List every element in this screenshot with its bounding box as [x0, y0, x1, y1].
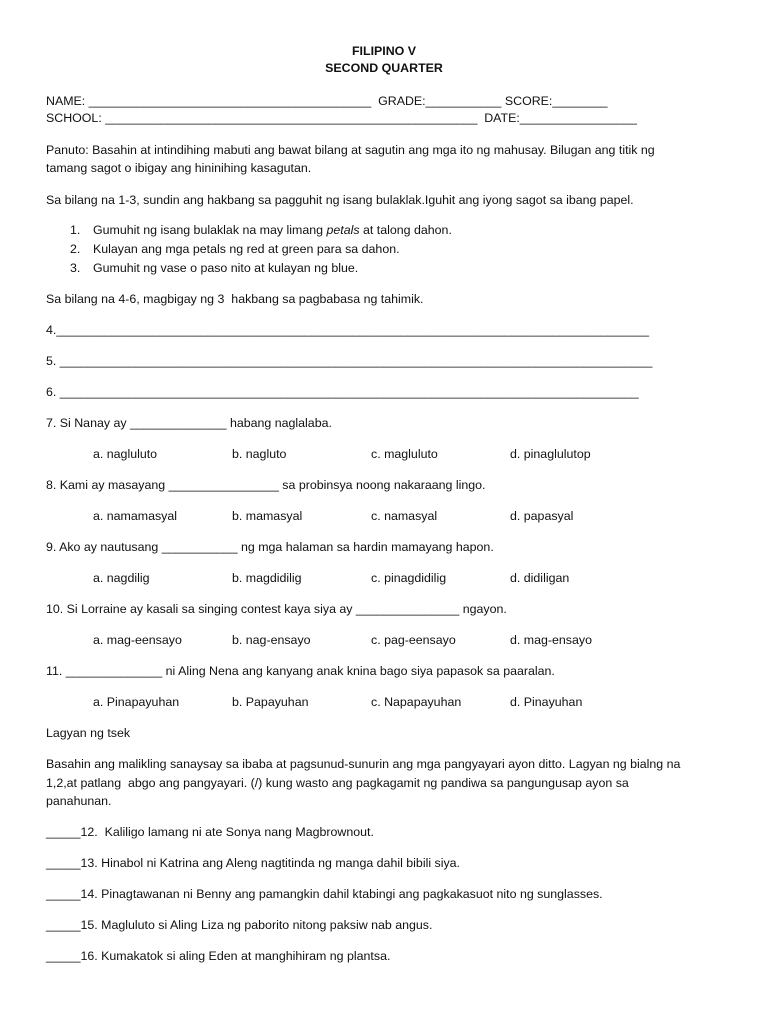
tsek-instructions-line-1: Basahin ang malikling sanaysay sa ibaba at pagsunud-sunurin ang mga pangyayari ayon ditto. Lagyan ng bialng na	[46, 757, 681, 771]
tsek-instructions-line-3: panahunan.	[46, 794, 112, 808]
option-a[interactable]: a. nagluluto	[93, 447, 158, 461]
page-subtitle: SECOND QUARTER	[325, 61, 443, 75]
option-d[interactable]: d. didiligan	[510, 571, 570, 585]
school-date-line: SCHOOL: ______________________________________________________ DATE:_________________	[46, 111, 637, 125]
answer-blank-5[interactable]: 5. ______________________________________________________________________________________	[46, 354, 653, 368]
question-7: 7. Si Nanay ay ______________ habang naglalaba.	[46, 416, 332, 430]
step-number: 2.	[70, 242, 81, 256]
tsek-heading: Lagyan ng tsek	[46, 726, 131, 740]
answer-blank-6[interactable]: 6. ____________________________________________________________________________________	[46, 385, 639, 399]
tsek-item-14[interactable]: _____14. Pinagtawanan ni Benny ang pamangkin dahil ktabingi ang pagkakasuot nito ng sunglasses.	[46, 887, 603, 901]
tsek-item-15[interactable]: _____15. Magluluto si Aling Liza ng paborito nitong paksiw nab angus.	[46, 918, 433, 932]
option-b[interactable]: b. magdidilig	[232, 571, 302, 585]
tsek-instructions-line-2: 1,2,at patlang abgo ang pangyayari. (/) kung wasto ang pagkagamit ng pandiwa sa pangungusap ayon sa	[46, 776, 629, 790]
option-d[interactable]: d. pinaglulutop	[510, 447, 591, 461]
question-9: 9. Ako ay nautusang ___________ ng mga halaman sa hardin mamayang hapon.	[46, 540, 494, 554]
option-b[interactable]: b. mamasyal	[232, 509, 303, 523]
tsek-item-16[interactable]: _____16. Kumakatok si aling Eden at manghihiram ng plantsa.	[46, 949, 391, 963]
option-a[interactable]: a. namamasyal	[93, 509, 178, 523]
step-number: 3.	[70, 261, 81, 275]
panuto-line-1: Panuto: Basahin at intindihing mabuti ang bawat bilang at sagutin ang mga ito ng mahusay. Bilugan ang titik ng	[46, 143, 655, 157]
option-c[interactable]: c. magluluto	[371, 447, 438, 461]
option-a[interactable]: a. Pinapayuhan	[93, 695, 180, 709]
step-number: 1.	[70, 223, 81, 237]
question-10: 10. Si Lorraine ay kasali sa singing contest kaya siya ay _______________ ngayon.	[46, 602, 507, 616]
option-b[interactable]: b. Papayuhan	[232, 695, 309, 709]
option-a[interactable]: a. mag-eensayo	[93, 633, 182, 647]
option-b[interactable]: b. nag-ensayo	[232, 633, 311, 647]
tsek-item-12[interactable]: _____12. Kaliligo lamang ni ate Sonya nang Magbrownout.	[46, 825, 374, 839]
option-c[interactable]: c. pag-eensayo	[371, 633, 456, 647]
page-title: FILIPINO V	[351, 44, 417, 58]
step-item: Gumuhit ng isang bulaklak na may limang petals at talong dahon.	[93, 223, 452, 237]
option-c[interactable]: c. namasyal	[371, 509, 438, 523]
question-8: 8. Kami ay masayang ________________ sa probinsya noong nakaraang lingo.	[46, 478, 486, 492]
option-a[interactable]: a. nagdilig	[93, 571, 150, 585]
option-b[interactable]: b. nagluto	[232, 447, 287, 461]
tsek-item-13[interactable]: _____13. Hinabol ni Katrina ang Aleng nagtitinda ng manga dahil bibili siya.	[46, 856, 461, 870]
question-11: 11. ______________ ni Aling Nena ang kanyang anak knina bago siya papasok sa paaralan.	[46, 664, 555, 678]
step-item: Gumuhit ng vase o paso nito at kulayan ng blue.	[93, 261, 359, 275]
option-c[interactable]: c. Napapayuhan	[371, 695, 462, 709]
panuto-line-2: tamang sagot o ibigay ang hininihing kasagutan.	[46, 161, 312, 175]
option-d[interactable]: d. Pinayuhan	[510, 695, 583, 709]
reading-instructions: Sa bilang na 4-6, magbigay ng 3 hakbang sa pagbabasa ng tahimik.	[46, 292, 424, 306]
option-d[interactable]: d. papasyal	[510, 509, 574, 523]
answer-blank-4[interactable]: 4.______________________________________________________________________________________	[46, 323, 649, 337]
drawing-instructions: Sa bilang na 1-3, sundin ang hakbang sa pagguhit ng isang bulaklak.Iguhit ang iyong sagot sa ibang papel.	[46, 193, 634, 207]
option-c[interactable]: c. pinagdidilig	[371, 571, 447, 585]
option-d[interactable]: d. mag-ensayo	[510, 633, 592, 647]
step-item: Kulayan ang mga petals ng red at green para sa dahon.	[93, 242, 400, 256]
name-grade-score-line: NAME: _________________________________________ GRADE:___________ SCORE:________	[46, 94, 608, 108]
